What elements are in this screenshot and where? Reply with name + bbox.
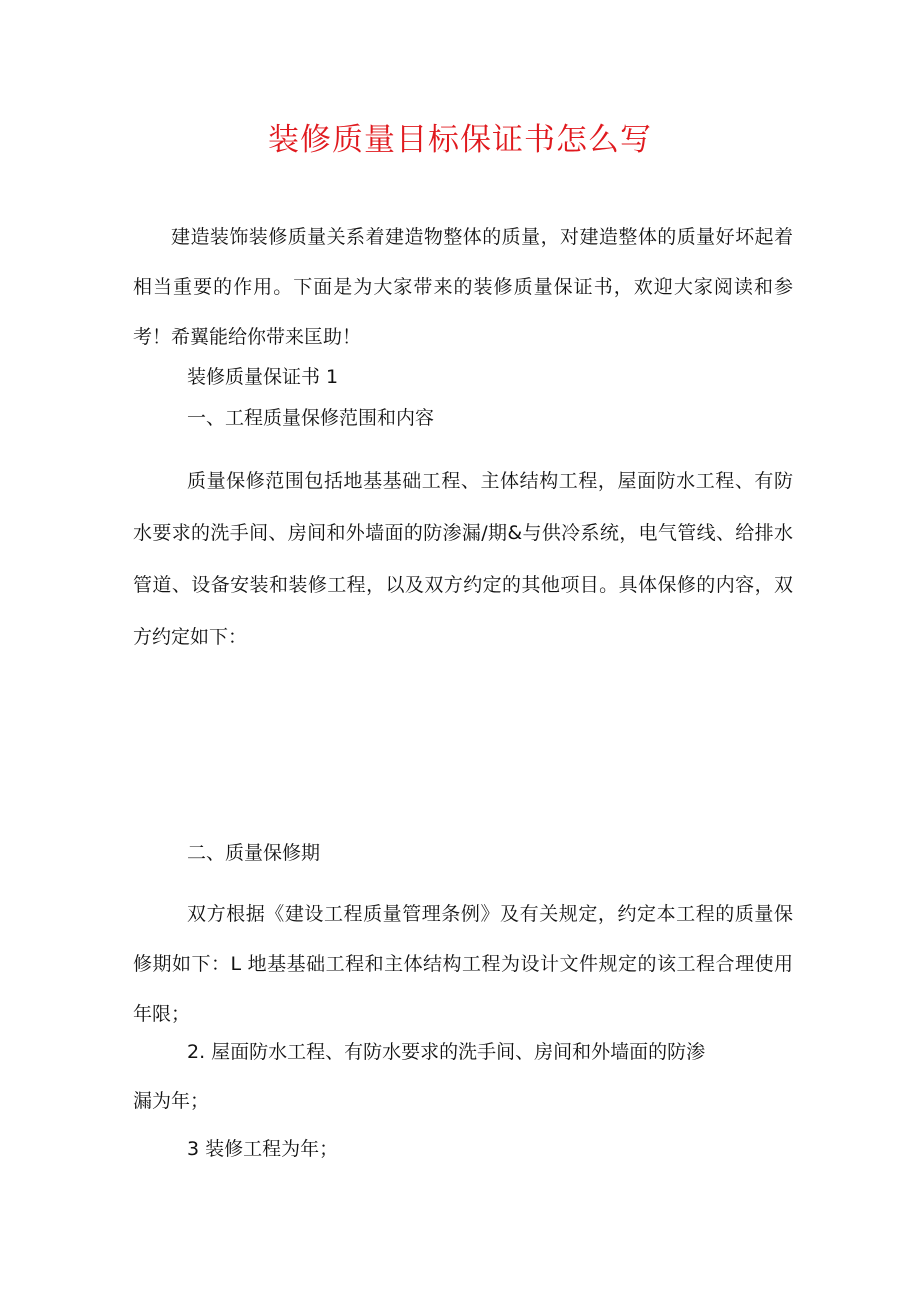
section-title: 装修质量保证书 1 (187, 366, 339, 388)
part2-body: 双方根据《建设工程质量管理条例》及有关规定，约定本工程的质量保修期如下：L 地基基础工程和主体结构工程为设计文件规定的该工程合理使用年限； (133, 903, 793, 1025)
part1-heading: 一、工程质量保修范围和内容 (187, 407, 435, 429)
item2-line1: 2. 屋面防水工程、有防水要求的洗手间、房间和外墙面的防渗 (187, 1041, 706, 1063)
part2-heading: 二、质量保修期 (187, 842, 321, 864)
document-title: 装修质量目标保证书怎么写 (268, 122, 652, 158)
intro-paragraph: 建造装饰装修质量关系着建造物整体的质量，对建造整体的质量好坏起着相当重要的作用。下面是为大家带来的装修质量保证书，欢迎大家阅读和参考！希翼能给你带来匡助！ (133, 226, 793, 348)
item2-line2: 漏为年； (133, 1090, 210, 1112)
item3: 3 装修工程为年； (187, 1138, 339, 1160)
part1-body: 质量保修范围包括地基基础工程、主体结构工程，屋面防水工程、有防水要求的洗手间、房间和外墙面的防渗漏/期&与供冷系统，电气管线、给排水管道、设备安装和装修工程，以及双方约定的其他项目。具体保修的内容，双方约定如下： (133, 470, 793, 648)
